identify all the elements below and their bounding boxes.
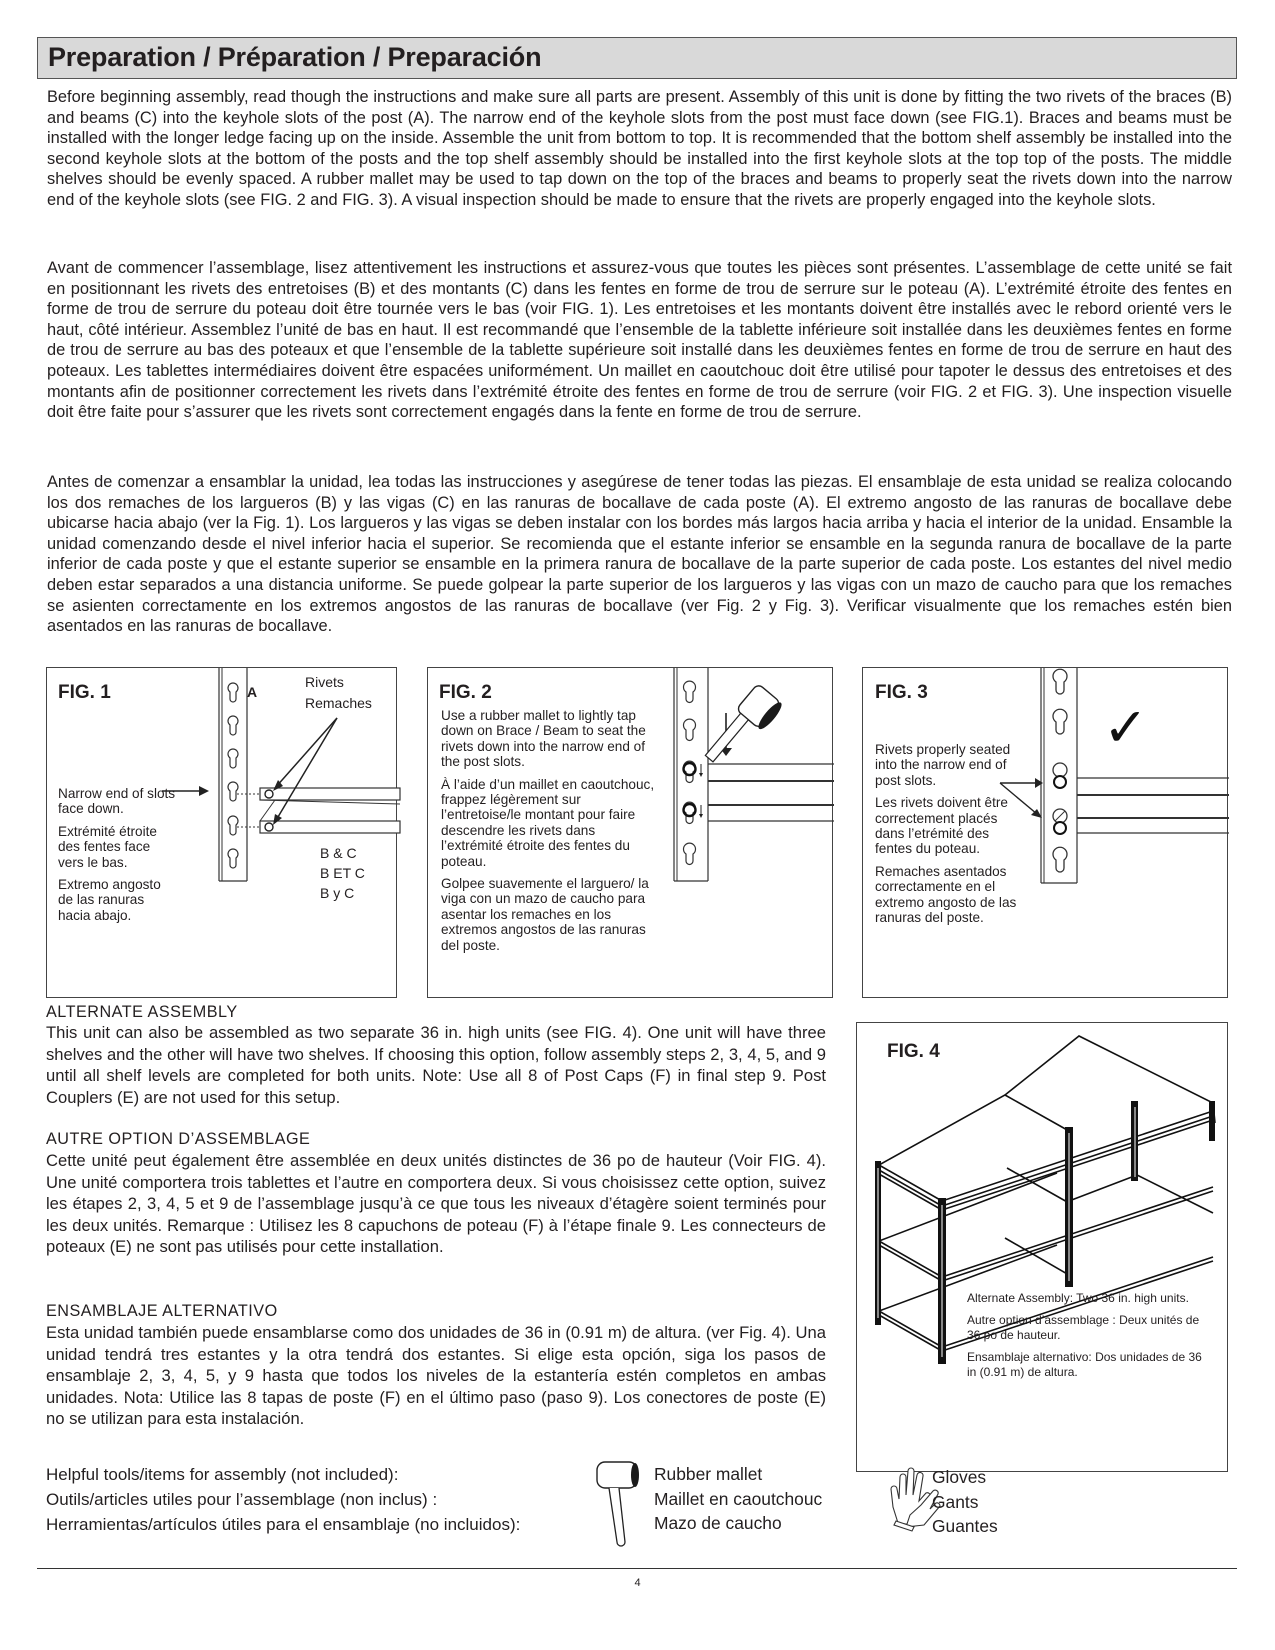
gloves-label-fr: Gants: [932, 1491, 979, 1512]
parts-label-en: B & C: [320, 845, 357, 861]
post-keyhole-diagram: [47, 668, 398, 999]
intro-paragraph-french: Avant de commencer l’assemblage, lisez attentivement les instructions et assurez-vous que toutes les pièces sont présentes. L’assemblage de cette unité se fait en positionnant les rivets des entretoises (B) et des montants (C) dans les fentes en forme de trou de serrure sur le poteau (A). L’extrémité étroite des fentes en forme de trou de serrure du poteau doit être tournée vers le bas (voir FIG. 1). Les entretoises et les montants doivent être installés avec le rebord orienté vers le haut, côté intérieur. Assemblez l’unité de bas en haut. Il est recommandé que l’ensemble de la tablette inférieure soit installée dans les deuxièmes fentes en forme de trou de serrure au bas des poteaux et que l’ensemble de la tablette supérieure soit installé dans les deuxièmes fentes en forme de trou de serrure en haut des poteaux. Les tablettes intermédiaires doivent être espacées uniformément. Un maillet en caoutchouc doit être utilisé pour tapoter le dessus des entretoises et des montants afin de positionner correctement les rivets dans l’extrémité étroite des fentes en forme de trou de serrure (voir FIG. 2 et FIG. 3). Une inspection visuelle doit être faite pour s’assurer que les rivets sont correctement engagés dans la fente en forme de trou de serrure.: [47, 259, 1232, 422]
caption-spanish: Ensamblaje alternativo: Dos unidades de 36 in (0.91 m) de altura.: [967, 1350, 1202, 1379]
figure-4-label: FIG. 4: [887, 1041, 940, 1062]
checkmark-icon: ✓: [1103, 696, 1149, 759]
parts-label-fr: B ET C: [320, 865, 365, 881]
section-header: [37, 37, 1237, 79]
alternate-heading-english: ALTERNATE ASSEMBLY: [46, 1003, 238, 1021]
mallet-label: [654, 1462, 822, 1536]
note-french: Extrémité étroite des fentes face vers le bas.: [58, 823, 157, 870]
seated-rivets-diagram: [863, 668, 1229, 999]
note-spanish: Remaches asentados correctamente en el extremo angosto de las ranuras del poste.: [875, 863, 1017, 926]
alternate-text-spanish: Esta unidad también puede ensamblarse como dos unidades de 36 in (0.91 m) de altura. (ver Fig. 4). Una unidad tendrá tres estantes y la otra tendrá dos estantes. Si elige esta opción, siga los pasos de ensamblaje 2, 3, 4, 5, y 9 hasta que todos los niveles de la estantería estén completos en ambas unidades. Nota: Utilice las 8 tapas de poste (F) en el último paso (paso 9). Los conectores de poste (E) no se utilizan para esta instalación.: [46, 1323, 826, 1429]
gloves-label-en: Gloves: [932, 1467, 987, 1487]
alternate-heading-french: AUTRE OPTION D’ASSEMBLAGE: [46, 1130, 311, 1148]
page-number: 4: [634, 1577, 641, 1589]
tools-heading-spanish: Herramientas/artículos útiles para el ensamblaje (no incluidos):: [46, 1515, 521, 1534]
gloves-label-es: Guantes: [932, 1516, 998, 1536]
mallet-label-en: Rubber mallet: [654, 1464, 763, 1484]
intro-paragraph-spanish: Antes de comenzar a ensamblar la unidad, lea todas las instrucciones y asegúrese de tener todas las piezas. El ensamblaje de esta unidad se realiza colocando los dos remaches de los largueros (B) y las vigas (C) en las ranuras de bocallave de cada poste (A). El extremo angosto de las ranuras de bocallave debe ubicarse hacia abajo (ver la Fig. 1). Los largueros y las vigas se deben instalar con los bordes más largos hacia arriba y hacia el interior de la unidad. Ensamble la unidad comenzando desde el nivel inferior hacia el superior. Se recomienda que el estante inferior se ensamble en la segunda ranura de bocallave de la parte inferior de cada poste y que el estante superior se ensamble en la primera ranura de bocallave de la parte superior de cada poste. Los estantes del nivel medio deben estar separados a una distancia uniforme. Se puede golpear la parte superior de los largueros y las vigas con un mazo de caucho para que los remaches se asienten correctamente en los extremos angostos de las ranuras de bocallave (ver Fig. 2 y Fig. 3). Verificar visualmente que los remaches estén bien asentados en las ranuras de bocallave.: [47, 473, 1232, 636]
mallet-label-es: Mazo de caucho: [654, 1513, 782, 1533]
tools-heading-french: Outils/articles utiles pour l’assemblage (non inclus) :: [46, 1490, 438, 1509]
instruction-spanish: Golpee suavemente el larguero/ la viga con un mazo de caucho para asentar los remaches en los extremos angostos de las ranuras del poste.: [441, 876, 649, 953]
shelving-units-illustration: [857, 1023, 1229, 1473]
rivets-label-es: Remaches: [305, 695, 372, 711]
figure-4-captions: [967, 1291, 1212, 1387]
rubber-mallet-icon: [595, 1460, 645, 1550]
parts-label-es: B y C: [320, 885, 355, 901]
note-french: Les rivets doivent être correctement placés dans l’etrémité des fentes du poteau.: [875, 795, 1008, 857]
gloves-label: [932, 1465, 998, 1539]
footer-divider: [37, 1568, 1237, 1569]
tools-heading-english: Helpful tools/items for assembly (not included):: [46, 1465, 399, 1484]
mallet-label-fr: Maillet en caoutchouc: [654, 1488, 823, 1509]
alternate-text-english: This unit can also be assembled as two separate 36 in. high units (see FIG. 4). One unit will have three shelves and the other will have two shelves. If choosing this option, follow assembly steps 2, 3, 4, 5, and 9 until all shelf levels are completed for both units. Note: Use all 8 of Post Caps (F) in final step 9. Post Couplers (E) are not used for this setup.: [46, 1023, 826, 1107]
note-spanish: Extremo angosto de las ranuras hacia abajo.: [58, 877, 161, 923]
rivets-label-en: Rivets: [305, 674, 344, 690]
figure-3-label: FIG. 3: [875, 682, 928, 703]
figure-2: [427, 667, 833, 998]
figure-1-label: FIG. 1: [58, 682, 111, 703]
figure-4: [856, 1022, 1228, 1472]
note-english: Narrow end of slots face down.: [58, 786, 176, 817]
note-english: Rivets properly seated into the narrow end of post slots.: [875, 742, 1011, 788]
figure-3: [862, 667, 1228, 998]
section-title: Preparation / Préparation / Preparación: [48, 42, 542, 72]
instruction-french: À l’aide d’un maillet en caoutchouc, frappez légèrement sur l’entretoise/le montant pour faire descendre les rivets dans l’extrémité étroite des fentes du poteau.: [441, 776, 655, 869]
figure-1: [46, 667, 397, 998]
caption-english: Alternate Assembly: Two 36 in. high units.: [967, 1291, 1189, 1305]
post-label-a: A: [247, 684, 258, 700]
caption-french: Autre option d’assemblage : Deux unités de 36 po de hauteur.: [967, 1313, 1200, 1342]
instruction-english: Use a rubber mallet to lightly tap down on Brace / Beam to seat the rivets down into the narrow end of the post slots.: [441, 708, 646, 770]
alternate-heading-spanish: ENSAMBLAJE ALTERNATIVO: [46, 1302, 278, 1320]
alternate-text-french: Cette unité peut également être assemblée en deux unités distinctes de 36 po de hauteur (Voir FIG. 4). Une unité comportera trois tablettes et l’autre en comportera deux. Si vous choisissez cette option, suivez les étapes 2, 3, 4, 5 et 9 de l’assemblage jusqu’à ce que tous les niveaux d’étagère soient terminés pour les deux unités. Remarque : Utilisez les 8 capuchons de poteau (F) à l’étape finale 9. Les connecteurs de poteaux (E) ne sont pas utilisés pour cette installation.: [46, 1151, 826, 1257]
mallet-tap-diagram: [428, 668, 834, 999]
figure-2-label: FIG. 2: [439, 682, 492, 703]
intro-paragraph-english: Before beginning assembly, read though the instructions and make sure all parts are present. Assembly of this unit is done by fitting the two rivets of the braces (B) and beams (C) into the keyhole slots of the post (A). The narrow end of the keyhole slots from the post must face down (see FIG.1). Braces and beams must be installed with the longer ledge facing up on the inside. Assemble the unit from bottom to top. It is recommended that the bottom shelf assembly be installed into the second keyhole slots at the bottom of the posts and the top shelf assembly should be installed into the first keyhole slots at the top top of the posts. The middle shelves should be evenly spaced. A rubber mallet may be used to tap down on the top of the braces and beams to properly seat the rivets down into the narrow end of the keyhole slots (see FIG. 2 and FIG. 3). A visual inspection should be made to ensure that the rivets are properly engaged into the keyhole slots.: [47, 88, 1232, 209]
